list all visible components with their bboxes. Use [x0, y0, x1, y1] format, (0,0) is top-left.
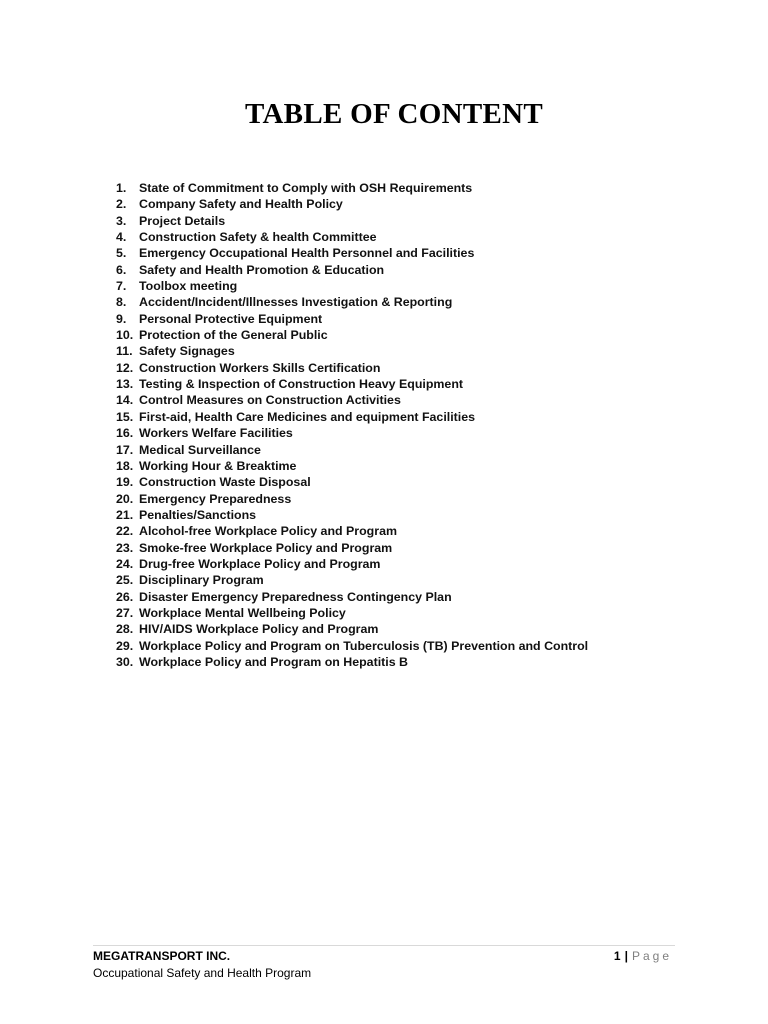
toc-item-number: 29.	[116, 638, 134, 653]
toc-item-number: 4.	[116, 230, 127, 245]
toc-item	[116, 376, 716, 392]
toc-item-number: 27.	[116, 605, 134, 620]
toc-item	[116, 180, 716, 196]
toc-item-label: Alcohol-free Workplace Policy and Program	[139, 524, 397, 539]
toc-item-number: 22.	[116, 524, 134, 539]
toc-item-label: Toolbox meeting	[139, 279, 238, 294]
toc-item-label: Working Hour & Breaktime	[139, 458, 297, 473]
toc-item	[116, 507, 716, 523]
toc-item	[116, 409, 716, 425]
toc-item	[116, 294, 716, 310]
toc-item-label: Medical Surveillance	[139, 442, 261, 457]
toc-item	[116, 311, 716, 327]
toc-item-label: Company Safety and Health Policy	[139, 197, 343, 212]
toc-item-number: 24.	[116, 556, 134, 571]
toc-item-number: 12.	[116, 360, 134, 375]
toc-item-label: Drug-free Workplace Policy and Program	[139, 556, 381, 571]
toc-item-number: 7.	[116, 279, 127, 294]
toc-item-number: 9.	[116, 311, 127, 326]
toc-item-number: 20.	[116, 491, 134, 506]
footer-left	[93, 948, 311, 982]
toc-item	[116, 343, 716, 359]
toc-item-number: 15.	[116, 409, 134, 424]
toc-item	[116, 491, 716, 507]
toc-item	[116, 245, 716, 261]
toc-item-number: 5.	[116, 246, 127, 261]
toc-item	[116, 262, 716, 278]
toc-item-number: 14.	[116, 393, 134, 408]
toc-item-label: Emergency Preparedness	[139, 491, 292, 506]
toc-item	[116, 523, 716, 539]
toc-item-label: Safety Signages	[139, 344, 235, 359]
toc-item-number: 10.	[116, 328, 134, 343]
toc-item-label: Construction Safety & health Committee	[139, 230, 377, 245]
toc-item-label: Workplace Mental Wellbeing Policy	[139, 605, 346, 620]
toc-item-label: Testing & Inspection of Construction Heavy Equipment	[139, 377, 464, 392]
toc-item	[116, 196, 716, 212]
page-word: Page	[631, 949, 672, 963]
toc-item	[116, 589, 716, 605]
table-of-contents	[116, 180, 716, 670]
toc-item-number: 16.	[116, 426, 134, 441]
toc-item	[116, 474, 716, 490]
toc-item-number: 13.	[116, 377, 134, 392]
toc-item-number: 28.	[116, 622, 134, 637]
toc-item-number: 25.	[116, 573, 134, 588]
toc-item	[116, 654, 716, 670]
toc-item-label: Disaster Emergency Preparedness Contingency Plan	[139, 589, 452, 604]
toc-item-label: Protection of the General Public	[139, 328, 328, 343]
toc-item-number: 18.	[116, 458, 134, 473]
footer-page-indicator	[614, 948, 672, 965]
page-number: 1	[613, 949, 621, 963]
toc-item-label: Construction Workers Skills Certification	[139, 360, 381, 375]
toc-item-label: Construction Waste Disposal	[139, 475, 311, 490]
toc-item	[116, 572, 716, 588]
toc-item	[116, 327, 716, 343]
toc-item-number: 11.	[116, 344, 133, 359]
toc-item-number: 6.	[116, 262, 127, 277]
toc-item	[116, 425, 716, 441]
toc-item-label: Disciplinary Program	[139, 573, 264, 588]
toc-item-label: Control Measures on Construction Activities	[139, 393, 401, 408]
toc-item	[116, 638, 716, 654]
toc-item	[116, 540, 716, 556]
toc-item-number: 26.	[116, 589, 134, 604]
toc-item-label: State of Commitment to Comply with OSH Requirements	[139, 181, 473, 195]
toc-item-label: First-aid, Health Care Medicines and equipment Facilities	[139, 409, 476, 424]
toc-item	[116, 458, 716, 474]
toc-item-label: Safety and Health Promotion & Education	[139, 262, 385, 277]
toc-item-number: 1.	[116, 181, 127, 195]
toc-item	[116, 556, 716, 572]
toc-item-number: 23.	[116, 540, 134, 555]
toc-item-label: Project Details	[139, 213, 226, 228]
toc-item	[116, 360, 716, 376]
footer-company-name: MEGATRANSPORT INC.	[93, 949, 231, 963]
toc-item-label: Penalties/Sanctions	[139, 507, 257, 522]
toc-item	[116, 605, 716, 621]
toc-item-label: HIV/AIDS Workplace Policy and Program	[139, 622, 379, 637]
toc-item-label: Personal Protective Equipment	[139, 311, 323, 326]
toc-item-label: Emergency Occupational Health Personnel and Facilities	[139, 246, 475, 261]
toc-item-label: Accident/Incident/Illnesses Investigation & Reporting	[139, 295, 453, 310]
toc-item-number: 17.	[116, 442, 134, 457]
toc-item-number: 3.	[116, 213, 127, 228]
toc-item	[116, 442, 716, 458]
toc-item-number: 30.	[116, 654, 134, 669]
toc-item-number: 8.	[116, 295, 127, 310]
toc-item-number: 2.	[116, 197, 127, 212]
toc-item-label: Smoke-free Workplace Policy and Program	[139, 540, 393, 555]
toc-item-label: Workplace Policy and Program on Tuberculosis (TB) Prevention and Control	[139, 638, 589, 653]
toc-item	[116, 229, 716, 245]
toc-item-number: 19.	[116, 475, 134, 490]
page-title: TABLE OF CONTENT	[244, 98, 544, 130]
footer-program-name: Occupational Safety and Health Program	[93, 966, 312, 980]
toc-item-label: Workers Welfare Facilities	[139, 426, 293, 441]
toc-item	[116, 213, 716, 229]
page-separator: |	[624, 949, 628, 963]
toc-item	[116, 392, 716, 408]
toc-item-number: 21.	[116, 507, 134, 522]
toc-item-label: Workplace Policy and Program on Hepatitis B	[139, 654, 408, 669]
toc-item	[116, 278, 716, 294]
footer-divider	[93, 945, 675, 946]
toc-item	[116, 621, 716, 637]
